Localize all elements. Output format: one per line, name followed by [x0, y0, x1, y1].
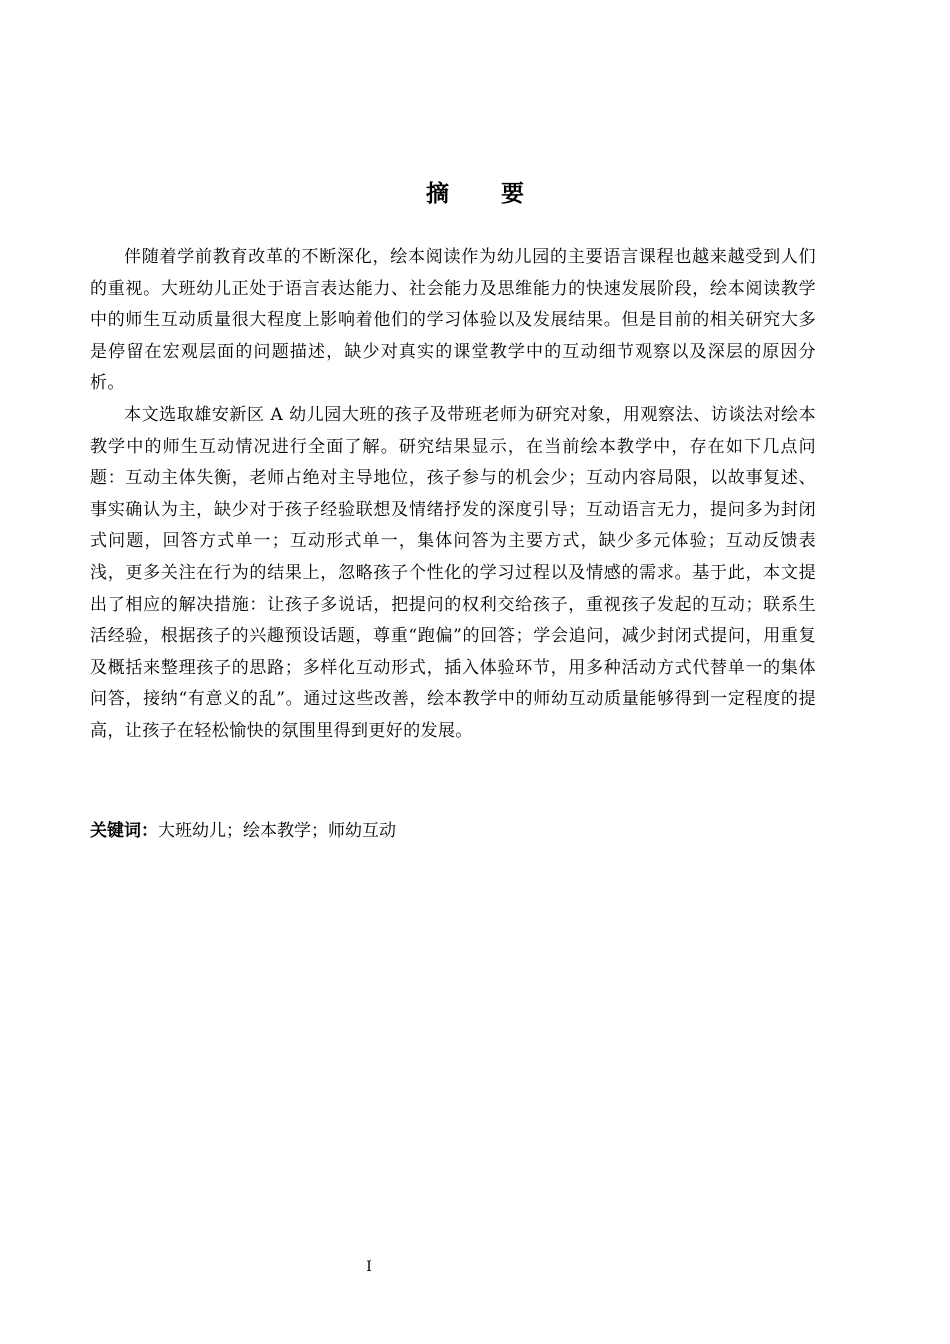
- abstract-body: [90, 242, 816, 748]
- abstract-paragraph-1: 伴随着学前教育改革的不断深化，绘本阅读作为幼儿园的主要语言课程也越来越受到人们的重视。大班幼儿正处于语言表达能力、社会能力及思维能力的快速发展阶段，绘本阅读教学中的师生互动质量很大程度上影响着他们的学习体验以及发展结果。但是目前的相关研究大多是停留在宏观层面的问题描述，缺少对真实的课堂教学中的互动细节观察以及深层的原因分析。: [90, 247, 816, 394]
- keywords-value: 大班幼儿；绘本教学；师幼互动: [158, 821, 396, 841]
- abstract-paragraph-2: 本文选取雄安新区 A 幼儿园大班的孩子及带班老师为研究对象，用观察法、访谈法对绘本教学中的师生互动情况进行全面了解。研究结果显示，在当前绘本教学中，存在如下几点问题：互动主体失衡，老师占绝对主导地位，孩子参与的机会少；互动内容局限，以故事复述、事实确认为主，缺少对于孩子经验联想及情绪抒发的深度引导；互动语言无力，提问多为封闭式问题，回答方式单一；互动形式单一，集体问答为主要方式，缺少多元体验；互动反馈表浅，更多关注在行为的结果上，忽略孩子个性化的学习过程以及情感的需求。基于此，本文提出了相应的解决措施：让孩子多说话，把提问的权利交给孩子，重视孩子发起的互动；联系生活经验，根据孩子的兴趣预设话题，尊重“跑偏”的回答；学会追问，减少封闭式提问，用重复及概括来整理孩子的思路；多样化互动形式，插入体验环节，用多种活动方式代替单一的集体问答，接纳“有意义的乱”。通过这些改善，绘本教学中的师幼互动质量能够得到一定程度的提高，让孩子在轻松愉快的氛围里得到更好的发展。: [90, 404, 816, 741]
- keywords-line: [90, 816, 816, 847]
- abstract-title: 摘要: [426, 181, 576, 207]
- keywords-label: 关键词：: [90, 821, 158, 841]
- page-number: I: [366, 1259, 372, 1275]
